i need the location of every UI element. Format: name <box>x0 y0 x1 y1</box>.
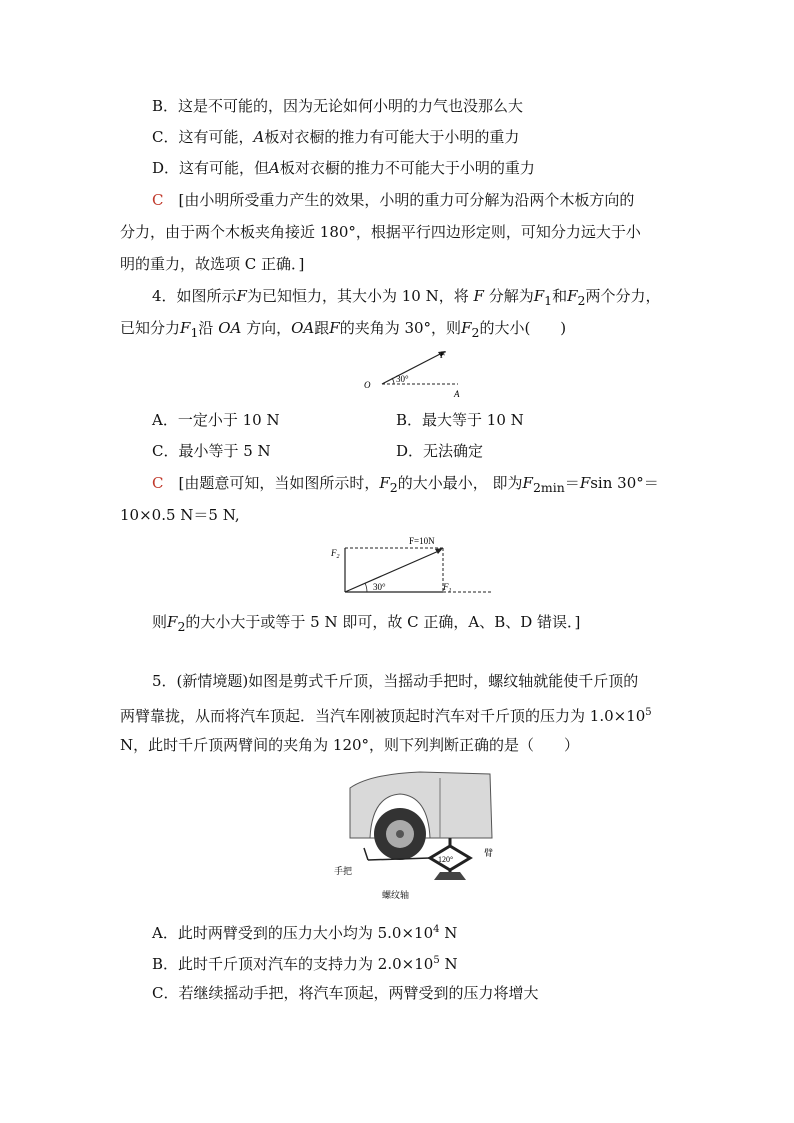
q4-parallelogram-diagram <box>325 532 497 600</box>
label-f1: $F_1$ <box>443 582 452 594</box>
label-screw: 螺纹轴 <box>382 890 410 900</box>
label-f: F <box>440 350 446 360</box>
label-arm: 臂 <box>484 848 494 858</box>
q4-stem-line-2: 已知分力$F_1$沿 OA 方向，OA跟F的夹角为 30°，则$F_2$的大小( ) <box>120 319 567 340</box>
q4-explanation-line-2: 10×0.5 N＝5 N, <box>120 506 240 524</box>
q4-explanation-line-3: 则$F_2$的大小大于或等于 5 N 即可，故 C 正确，A、B、D 错误．] <box>152 613 581 634</box>
f-vector <box>345 550 441 592</box>
q4-option-d: D．无法确定 <box>396 442 484 460</box>
q4-option-b: B．最大等于 10 N <box>396 411 524 429</box>
q4-explanation-line-1: C [由题意可知，当如图所示时，$F_2$的大小最小， 即为$F_{2min}=Fsin$ 30°＝ <box>152 474 659 495</box>
scissor-jack-figure <box>330 768 510 904</box>
q4-option-a: A．一定小于 10 N <box>152 411 280 429</box>
q4-force-diagram <box>360 344 470 400</box>
label-angle: 120° <box>438 855 454 864</box>
q3-answer: C <box>152 191 164 209</box>
hub <box>396 830 404 838</box>
label-f: F=10N <box>409 536 435 546</box>
label-a: A <box>454 389 460 399</box>
angle-arc <box>392 378 394 384</box>
label-f2: $F_2$ <box>331 548 340 560</box>
q5-option-a: A．此时两臂受到的压力大小均为 $5.0\times 10^4$ N <box>152 924 458 942</box>
q5-stem-line-3: N，此时千斤顶两臂间的夹角为 120°，则下列判断正确的是（ ） <box>120 736 580 754</box>
label-angle: 30° <box>396 374 409 384</box>
q5-stem-line-1: 5．(新情境题)如图是剪式千斤顶，当摇动手把时，螺纹轴就能使千斤顶的 <box>152 672 639 690</box>
q4-option-c: C．最小等于 5 N <box>152 442 271 460</box>
arrowhead-icon <box>435 548 443 554</box>
angle-arc <box>365 583 367 592</box>
q5-stem-line-2: 两臂靠拢，从而将汽车顶起．当汽车刚被顶起时汽车对千斤顶的压力为 $1.0\times 10^5$ <box>120 707 652 725</box>
q5-option-b: B．此时千斤顶对汽车的支持力为 $2.0\times 10^5$ N <box>152 955 458 973</box>
q4-answer: C <box>152 474 164 492</box>
force-f-arrow <box>382 352 444 384</box>
q3-explanation-line-1: C [由小明所受重力产生的效果，小明的重力可分解为沿两个木板方向的 <box>152 191 635 209</box>
q3-option-c: C．这有可能，A板对衣橱的推力有可能大于小明的重力 <box>152 128 520 146</box>
q3-explanation-line-3: 明的重力，故选项 C 正确．] <box>120 255 305 273</box>
q3-explanation-line-2: 分力，由于两个木板夹角接近 180°，根据平行四边形定则，可知分力远大于小 <box>120 223 641 241</box>
label-o: O <box>364 380 371 390</box>
q3-option-d: D．这有可能，但A板对衣橱的推力不可能大于小明的重力 <box>152 159 535 177</box>
q5-option-c: C．若继续摇动手把，将汽车顶起，两臂受到的压力将增大 <box>152 984 539 1002</box>
label-angle: 30° <box>373 582 386 592</box>
q3-option-b: B．这是不可能的，因为无论如何小明的力气也没那么大 <box>152 97 524 115</box>
label-handle: 手把 <box>334 866 353 876</box>
q4-stem-line-1: 4．如图所示F为已知恒力，其大小为 10 N，将 F 分解为$F_1$和$F_2$两个分力， <box>152 287 661 308</box>
